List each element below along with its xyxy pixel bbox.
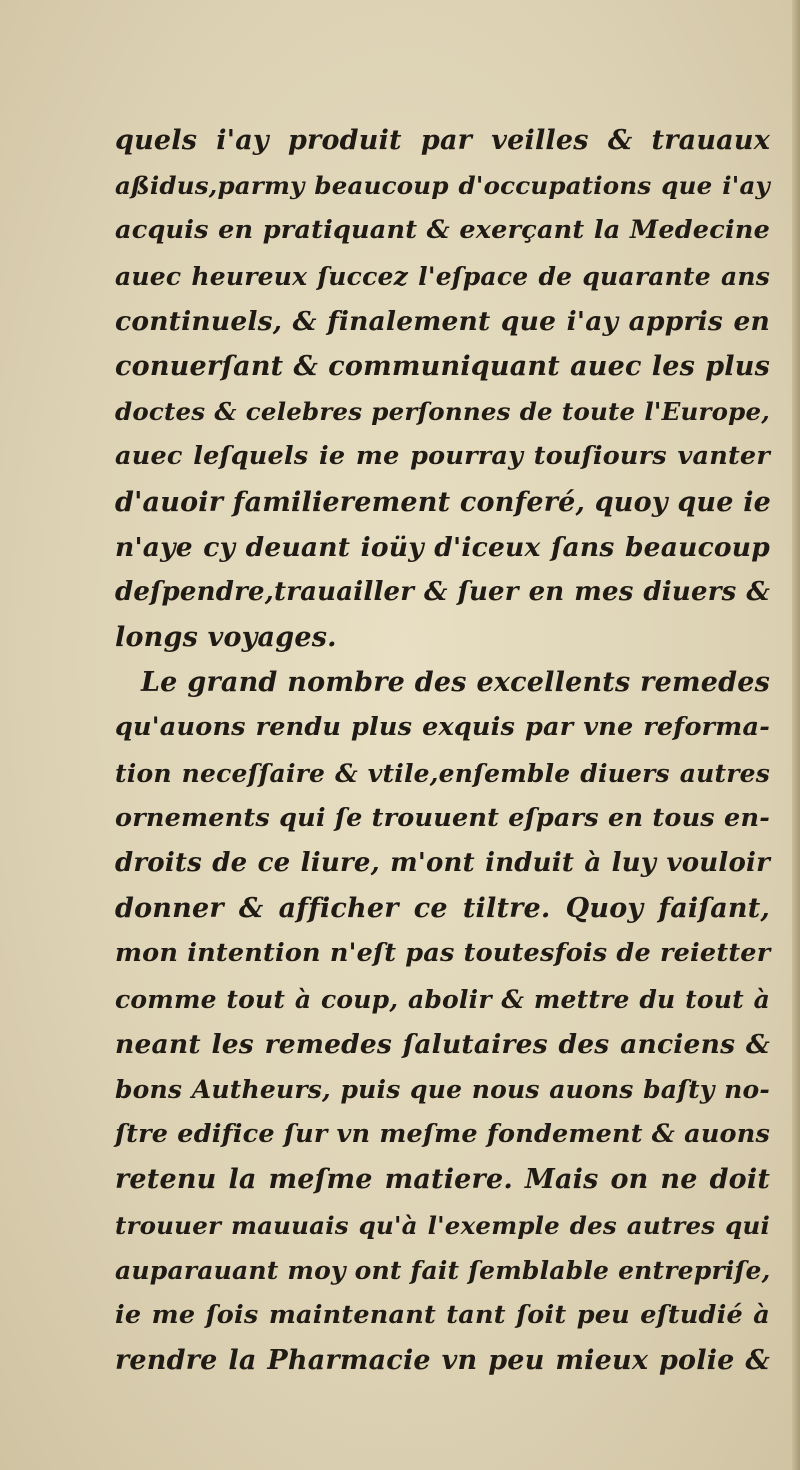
- text-line: ſtre edifice ſur vn meſme fondement & auons: [115, 1119, 771, 1150]
- text-line: continuels, & finalement que i'ay appris en: [115, 305, 770, 337]
- page-edge: [792, 0, 800, 1470]
- text-line: trouuer mauuais qu'à l'exemple des autres qui: [115, 1210, 770, 1240]
- text-line: conuerſant & communiquant auec les plus: [115, 350, 770, 382]
- text-line: rendre la Pharmacie vn peu mieux polie &: [115, 1345, 770, 1377]
- text-line: donner & afficher ce tiltre. Quoy faiſant,: [115, 893, 770, 925]
- text-line: ie me ſois maintenant tant ſoit peu eſtudié à: [115, 1299, 770, 1330]
- text-line: d'auoir familierement conferé, quoy que ie: [115, 486, 772, 518]
- text-line: auec heureux ſuccez l'eſpace de quarante ans: [115, 261, 770, 291]
- text-line: doctes & celebres perſonnes de toute l'Europe,: [115, 397, 770, 427]
- text-line: neant les remedes ſalutaires des anciens &: [115, 1028, 770, 1060]
- text-line: quels i'ay produit par veilles & trauaux: [115, 125, 770, 156]
- text-line: n'aye cy deuant ioüy d'iceux ſans beaucoup: [115, 531, 770, 563]
- text-line: aßidus,parmy beaucoup d'occupations que i'ay: [115, 171, 770, 201]
- text-line: droits de ce liure, m'ont induit à luy vouloir: [115, 848, 770, 878]
- body-text: [115, 118, 770, 1383]
- text-line: acquis en pratiquant & exerçant la Medecine: [115, 215, 770, 246]
- text-line: ornements qui ſe trouuent eſpars en tous en-: [115, 802, 770, 833]
- paragraph-start-line: Le grand nombre des excellents remedes: [141, 667, 770, 699]
- text-line: mon intention n'eſt pas toutesfois de reietter: [115, 938, 771, 969]
- text-line: retenu la meſme matiere. Mais on ne doit: [115, 1164, 770, 1196]
- text-line: auec leſquels ie me pourray touſiours vanter: [115, 441, 770, 472]
- text-line: bons Autheurs, puis que nous auons baſty no-: [115, 1074, 770, 1104]
- text-line: qu'auons rendu plus exquis par vne reforma-: [115, 712, 770, 743]
- text-line: longs voyages.: [115, 622, 337, 654]
- text-line: auparauant moy ont fait ſemblable entrepriſe,: [115, 1255, 771, 1285]
- text-line: tion neceſſaire & vtile,enſemble diuers autres: [115, 758, 770, 788]
- text-line: comme tout à coup, abolir & mettre du tout à: [115, 984, 770, 1014]
- text-line: deſpendre,trauailler & ſuer en mes diuers &: [115, 576, 770, 607]
